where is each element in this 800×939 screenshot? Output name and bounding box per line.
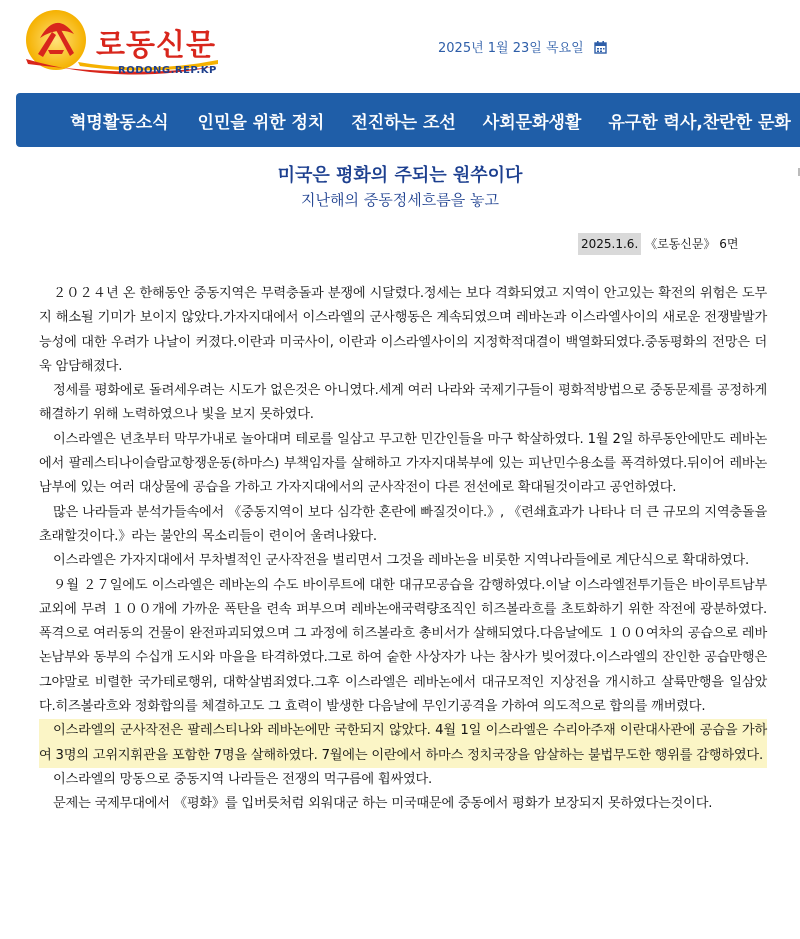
paragraph: 이스라엘은 가자지대에서 무차별적인 군사작전을 벌리면서 그것을 레바논을 비롯한 지역나라들에로 계단식으로 확대하였다. <box>53 553 749 569</box>
rodong-logo[interactable] <box>18 4 233 84</box>
nav-item-politics-for-people[interactable]: 인민을 위한 정치 <box>197 112 325 133</box>
article-body <box>39 282 767 817</box>
nav-list <box>16 93 800 147</box>
paragraph: 문제는 국제무대에서 《평화》를 입버릇처럼 외워대군 하는 미국때문에 중동에서 평화가 보장되지 못하였다는것이다. <box>53 796 713 812</box>
publication-source: 《로동신문》 6면 <box>645 237 739 251</box>
paragraph: ２０２４년 온 한해동안 중동지역은 무력충돌과 분쟁에 시달렸다.정세는 보다 격화되였고 지역이 안고있는 확전의 위험은 도무지 해소될 기미가 보이지 않았다.가자지대에서 이스라엘의 군사행동은 계속되였으며 레바논과 이스라엘사이의 새로운 전쟁발발가능성에 대한 우려가 나날이 커졌다.이란과 미국사이, 이란과 이스라엘사이의 지정학적대결이 백열화되였다.중동평화의 전망은 더욱 암담해졌다. <box>39 286 767 374</box>
logo-subtitle: RODONG.REP.KP <box>118 65 217 76</box>
paragraph: 정세를 평화에로 돌려세우려는 시도가 없은것은 아니였다.세계 여러 나라와 국제기구들이 평화적방법으로 중동문제를 공정하게 해결하기 위해 노력하였으나 빛을 보지 못하였다. <box>39 383 767 423</box>
date-text: 2025년 1월 23일 목요일 <box>438 41 584 56</box>
calendar-icon[interactable] <box>594 41 607 58</box>
nav-item-social-culture[interactable]: 사회문화생활 <box>482 112 582 133</box>
nav-item-revolution-news[interactable]: 혁명활동소식 <box>70 112 169 133</box>
main-nav <box>16 93 800 147</box>
nav-item-advancing-korea[interactable]: 전진하는 조선 <box>351 112 456 133</box>
publication-date: 2025.1.6. <box>578 233 641 255</box>
nav-item-history-culture[interactable]: 유구한 력사,찬란한 문화 <box>608 112 791 133</box>
logo-title: 로동신문 <box>96 28 216 63</box>
article-title: 미국은 평화의 주되는 원쑤이다 <box>277 165 523 186</box>
paragraph: ９월 ２７일에도 이스라엘은 레바논의 수도 바이루트에 대한 대규모공습을 감행하였다.이날 이스라엘전투기들은 바이루트남부교외에 무려 １００개에 가까운 폭탄을 련속 퍼부으며 레바논애국력량조직인 히즈볼라흐를 초토화하기 위한 작전에 광분하였다.폭격으로 여러동의 건물이 완전파괴되였으며 그 과정에 히즈볼라흐 총비서가 살해되였다.다음날에도 １００여차의 공습으로 레바논남부와 동부의 수십개 도시와 마을을 타격하였다.그로 하여 숱한 사상자가 나는 참사가 빚어졌다.이스라엘의 잔인한 공습만행은 그야말로 비렬한 국가테로행위, 대학살범죄였다.그후 이스라엘은 레바논에서 대규모적인 지상전을 개시하고 살륙만행을 일삼았다.히즈볼라흐와 정화합의를 체결하고도 그 효력이 발생한 다음날에 무인기공격을 가하여 의도적으로 합의를 깨버렸다. <box>39 577 767 715</box>
paragraph: 많은 나라들과 분석가들속에서 《중동지역이 보다 심각한 혼란에 빠질것이다.》, 《련쇄효과가 나타나 더 큰 규모의 지역충돌을 초래할것이다.》라는 불안의 목소리들이 련이어 울려나왔다. <box>39 504 767 544</box>
paragraph: 이스라엘의 망동으로 중동지역 나라들은 전쟁의 먹구름에 휩싸였다. <box>53 771 433 787</box>
site-header <box>0 0 800 92</box>
article-subtitle: 지난해의 중동정세흐름을 놓고 <box>301 191 499 209</box>
highlighted-paragraph: 이스라엘의 군사작전은 팔레스티나와 레바논에만 국한되지 않았다. 4월 1일 이스라엘은 수리아주재 이란대사관에 공습을 가하여 3명의 고위지휘관을 포함한 7명을 살해하였다. 7월에는 이란에서 하마스 정치국장을 암살하는 불법무도한 행위를 감행하였다. <box>39 719 767 768</box>
article-meta <box>578 235 739 252</box>
paragraph: 이스라엘은 년초부터 막무가내로 놀아대며 테로를 일삼고 무고한 민간인들을 마구 학살하였다. 1월 2일 하루동안에만도 레바논에서 팔레스티나이슬람교항쟁운동(하마스) 부책임자를 살해하고 가자지대북부에 있는 피난민수용소를 폭격하였다.뒤이어 레바논남부에 있는 여러 대상물에 공습을 가하고 가자지대에서의 군사작전이 다른 전선에로 확대될것이라고 공언하였다. <box>39 431 767 496</box>
current-date <box>438 37 607 58</box>
